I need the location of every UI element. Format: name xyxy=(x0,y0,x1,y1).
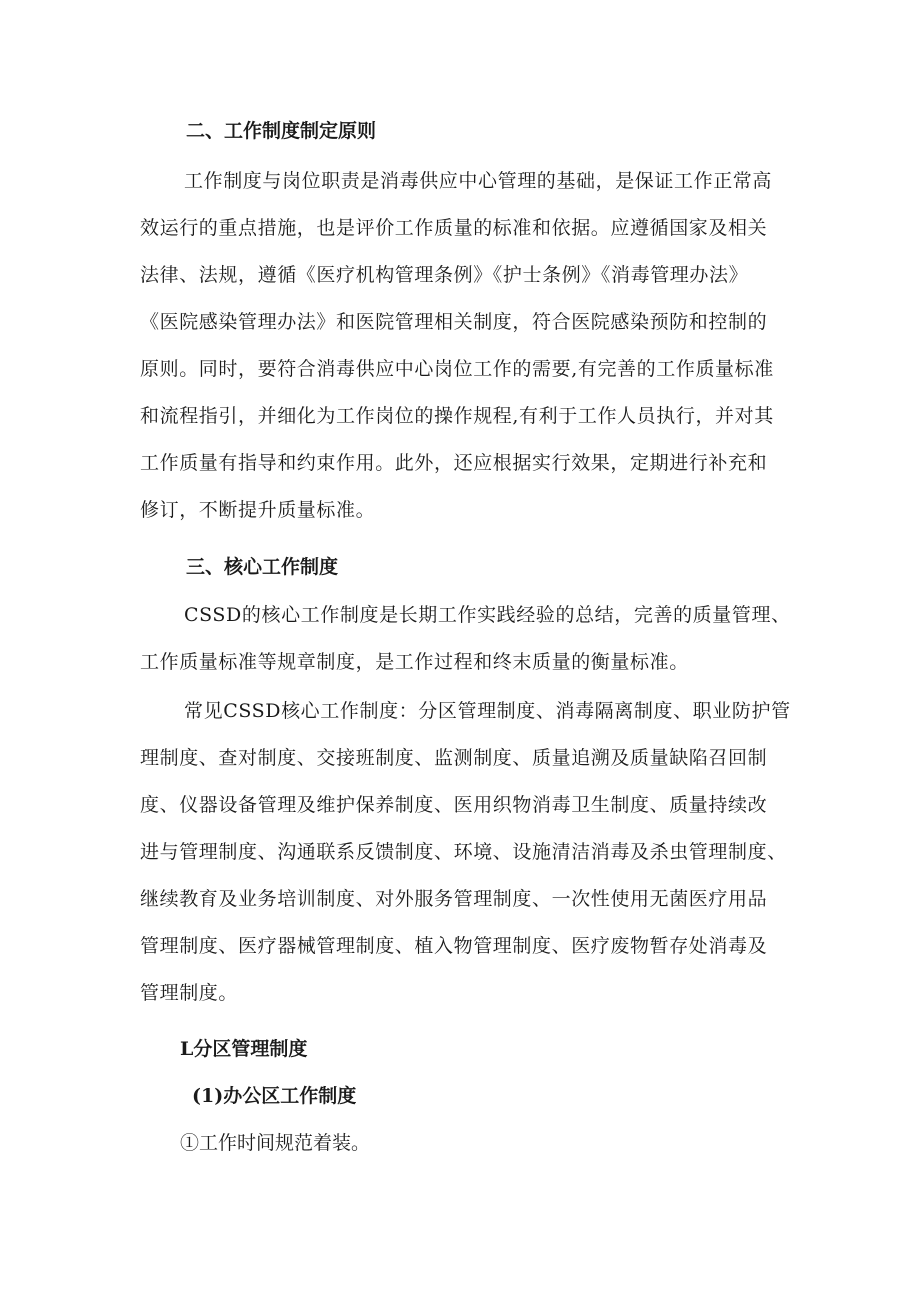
subsection-1-heading: L分区管理制度 xyxy=(180,1038,308,1060)
list-item: ①工作时间规范着装。 xyxy=(180,1132,371,1154)
paragraph-line: 理制度、查对制度、交接班制度、监测制度、质量追溯及质量缺陷召回制 xyxy=(140,747,768,769)
paragraph-line: 法律、法规，遵循《医疗机构管理条例》《护士条例》《消毒管理办法》 xyxy=(140,264,749,286)
subsection-1-1-heading: (1)办公区工作制度 xyxy=(192,1085,357,1107)
paragraph-line: 修订，不断提升质量标准。 xyxy=(140,499,376,521)
paragraph-line: 效运行的重点措施，也是评价工作质量的标准和依据。应遵循国家及相关 xyxy=(140,217,768,239)
paragraph-line: 管理制度、医疗器械管理制度、植入物管理制度、医疗废物暂存处消毒及 xyxy=(140,935,768,957)
section-2-paragraph xyxy=(140,158,800,534)
paragraph-line: 继续教育及业务培训制度、对外服务管理制度、一次性使用无菌医疗用品 xyxy=(140,888,768,910)
paragraph-line: 工作制度与岗位职责是消毒供应中心管理的基础，是保证工作正常高 xyxy=(184,170,773,192)
paragraph-line: 工作质量有指导和约束作用。此外，还应根据实行效果，定期进行补充和 xyxy=(140,452,768,474)
section-2-heading: 二、工作制度制定原则 xyxy=(186,120,377,142)
paragraph-line: 工作质量标准等规章制度，是工作过程和终末质量的衡量标准。 xyxy=(140,651,689,673)
paragraph-line: 管理制度。 xyxy=(140,982,239,1004)
paragraph-line: CSSD的核心工作制度是长期工作实践经验的总结，完善的质量管理、 xyxy=(184,604,791,626)
paragraph-line: 原则。同时，要符合消毒供应中心岗位工作的需要,有完善的工作质量标准 xyxy=(140,358,774,380)
paragraph-line: 常见CSSD核心工作制度：分区管理制度、消毒隔离制度、职业防护管 xyxy=(184,700,791,722)
paragraph-line: 和流程指引，并细化为工作岗位的操作规程,有利于工作人员执行，并对其 xyxy=(140,405,774,427)
paragraph-line: 度、仪器设备管理及维护保养制度、医用织物消毒卫生制度、质量持续改 xyxy=(140,794,768,816)
section-3-paragraph-1 xyxy=(140,592,800,686)
paragraph-line: 进与管理制度、沟通联系反馈制度、环境、设施清洁消毒及杀虫管理制度、 xyxy=(140,841,787,863)
paragraph-line: 《医院感染管理办法》和医院管理相关制度，符合医院感染预防和控制的 xyxy=(140,311,768,333)
section-3-heading: 三、核心工作制度 xyxy=(186,556,339,578)
section-3-paragraph-2 xyxy=(140,688,800,1017)
